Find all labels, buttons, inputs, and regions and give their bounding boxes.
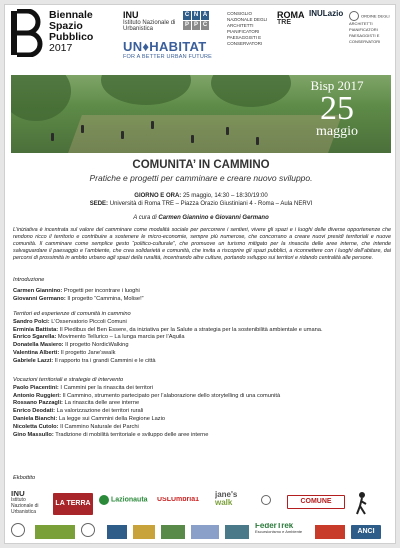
section-heading: Territori ed esperienze di comunità in cammino xyxy=(13,311,131,317)
janes-walk-logo: jane's walk xyxy=(215,491,238,507)
teal-footer-logo xyxy=(225,525,249,539)
comune-logo: COMUNE xyxy=(287,495,345,509)
walking-figure-logo xyxy=(351,491,381,517)
la-terra-logo: LA TERRA xyxy=(53,493,93,515)
program-item: Giovanni Germano: Il progetto “Cammina, Molise!” xyxy=(13,295,144,302)
program-item: Carmen Giannino: Progetti per incontrare i luoghi xyxy=(13,287,140,294)
federtrek-logo: FederTrek Escursionismo e Ambiente xyxy=(255,523,303,534)
lazionauta-logo: Lazionauta xyxy=(99,495,151,511)
walker-figure xyxy=(191,135,194,143)
consiglio-nazionale-logo: CONSIGLIO NAZIONALE DEGLI ARCHITETTI PIANIFICATORI PAESAGGISTI E CONSERVATORI xyxy=(227,11,268,46)
blue-footer-logo xyxy=(191,525,219,539)
program-item: Gino Massullo: Tradizione di mobilità territoriale e sviluppo delle aree interne xyxy=(13,431,209,438)
brand-line: Pubblico xyxy=(49,31,94,43)
blue-footer-logo xyxy=(107,525,127,539)
program-item: Valentina Alberti: Il progetto Jane’swalk xyxy=(13,349,116,356)
program-item: Sandro Polci: L’Osservatorio Piccoli Comuni xyxy=(13,318,127,325)
inu-footer-logo: INU Istituto Nazionale di Urbanistica xyxy=(11,491,39,515)
event-subtitle: Pratiche e progetti per camminare e creare nuovo sviluppo. xyxy=(89,173,313,183)
section-heading: Vocazioni territoriali e strategie di intervento xyxy=(13,377,124,383)
walker-figure xyxy=(151,121,154,129)
footer-heading: Ekbottito xyxy=(13,475,36,481)
partner-logos xyxy=(123,9,393,46)
event-title: COMUNITA’ IN CAMMINO xyxy=(132,159,270,171)
program-item: Paolo Piacentini: I Cammini per la rinascita dei territori xyxy=(13,384,154,391)
program-item: Antonio Ruggieri: Il Cammino, strumento partecipato per l’alaborazione dello storytelling di una comunità xyxy=(13,392,281,399)
section-heading: Introduzione xyxy=(13,277,45,283)
ordine-architetti-logo: ORDINE DEGLI ARCHITETTI PIANIFICATORI PAESAGGISTI E CONSERVATORI xyxy=(349,11,395,45)
program-item: Gabriele Lazzi: Il rapporto tra i grandi Cammini e le città xyxy=(13,357,156,364)
anci-logo: ANCI xyxy=(351,525,381,539)
program-item: Rossano Pazzagli: La rinascita delle aree interne xyxy=(13,400,140,407)
brand-line: Spazio xyxy=(49,20,83,32)
inu-lazio-logo: INULazio xyxy=(309,9,344,18)
document-page xyxy=(4,4,396,544)
biennale-title xyxy=(49,10,93,54)
hiker-icon xyxy=(351,491,373,515)
emblem-icon xyxy=(81,523,95,537)
university-emblem xyxy=(81,523,101,541)
event-details: GIORNO E ORA: 25 maggio, 14:30 – 18:30/19:00 SEDE: Università di Roma TRE – Piazza Orazio Giustiniani 4 - Roma – Aula NERVI xyxy=(89,193,313,207)
tree-shape xyxy=(211,75,291,107)
emblem-icon xyxy=(261,495,271,505)
program-item: Enrico Deodati: La valorizzazione dei territori rurali xyxy=(13,408,144,415)
brand-year: 2017 xyxy=(49,42,73,54)
usl-umbria-logo: USLUmbria1 xyxy=(157,497,200,503)
brand-line: Biennale xyxy=(49,9,93,21)
section-vocazioni xyxy=(13,377,393,439)
header xyxy=(5,5,396,75)
green-footer-logo xyxy=(35,525,75,539)
walker-figure xyxy=(81,125,84,133)
yellow-footer-logo xyxy=(133,525,155,539)
cnappc-logo: C N A P P C xyxy=(184,12,208,28)
biennale-logo-icon xyxy=(9,9,45,57)
red-footer-logo xyxy=(315,525,345,539)
section-territori xyxy=(13,311,393,366)
roma-tre-logo: ROMA TRE xyxy=(277,10,305,26)
walker-figure xyxy=(256,137,259,145)
walker-figure xyxy=(51,133,54,141)
green-footer-logo xyxy=(161,525,185,539)
tree-shape xyxy=(11,75,71,121)
lazionauta-icon xyxy=(99,495,109,505)
emblem-icon xyxy=(11,523,25,537)
tree-shape xyxy=(101,75,191,105)
program-item: Nicoletta Cutolo: Il Cammino Naturale dei Parchi xyxy=(13,423,139,430)
intro-paragraph: L’iniziativa è incentrata sul valore del camminare come modalità sociale per percorrere i sentieri, vivere gli spazi e i luoghi delle diverse opportenenze che rendono ricco il territorio e contribuire a sostenere le micro-economie, sempre più numerose, che concorrano a creare nuovi presidi territoriali e nuove comunità. Il camminare come semplice gesto “politico-culturale”, che promuove un turismo mitigato per la rinascita delle aree interne, che intende salvaguardare il paesaggio e l’ambiente, che crea solidarietà e comunità, che invita a riscoprire gli spazi pubblici, a riconnettere con i luoghi dell’abitare, dai percorsi di prossimità in ambito urbano agli spazi della ruralità, incentrando altre culture, portando sviluppo sui territori e ridando centralità alle persone. xyxy=(13,227,391,261)
partner-footer-logo xyxy=(261,495,283,511)
walker-figure xyxy=(121,131,124,139)
walker-figure xyxy=(226,127,229,135)
banner-caption: Bisp 2017 25 maggio xyxy=(310,78,364,139)
program-item: Enrico Sgarella: Movimento Tellurico – La lunga marcia per l’Aquila xyxy=(13,334,185,341)
inu-logo: INU Istituto Nazionale di Urbanistica xyxy=(123,10,176,32)
unhabitat-logo: UN♦HABITAT FOR A BETTER URBAN FUTURE xyxy=(123,39,213,60)
footer-logos xyxy=(11,489,391,543)
seal-icon xyxy=(349,11,359,21)
banner-photo xyxy=(11,75,391,153)
program-item: Daniela Bianchi: La legge sui Cammini della Regione Lazio xyxy=(13,415,166,422)
program-item: Donatella Masiero: Il progetto NordicWalking xyxy=(13,342,129,349)
program-item: Erminia Battista: Il Piedibus del Ben Essere, da iniziativa per la Salute a strategia per la sostenibilità ambientale e umana. xyxy=(13,326,323,333)
section-introduzione xyxy=(13,277,393,303)
curated-by: A cura di Carmen Giannino e Giovanni Germano xyxy=(133,215,269,221)
regione-emblem xyxy=(11,523,31,541)
